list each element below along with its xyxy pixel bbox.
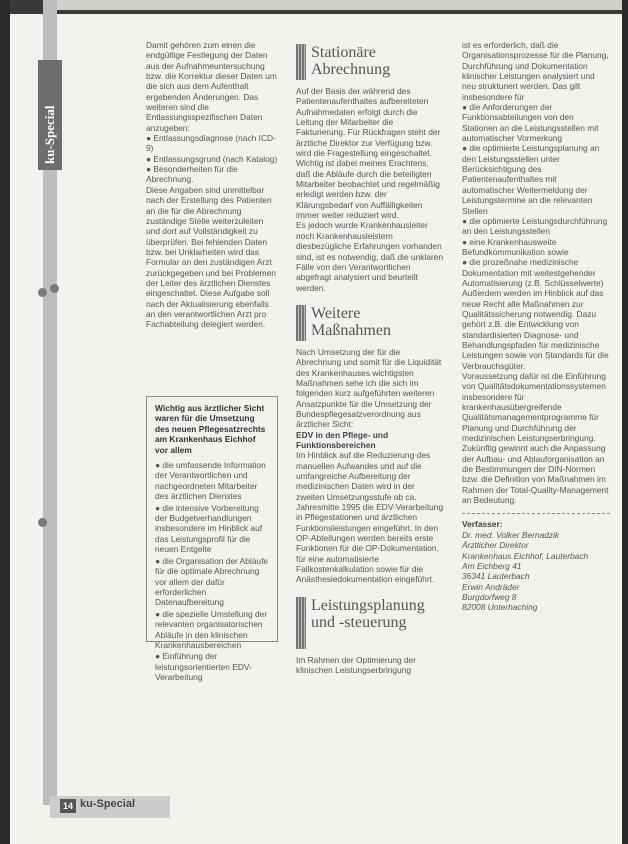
bullet-text: die Organisation der Abläufe für die optimale Abrechnung vor allem der dafür erforderlichen Datenaufbereitung: [155, 555, 269, 608]
heading-text: Weitere Maßnahmen: [311, 304, 391, 339]
bullet-text: Entlassungsgrund (nach Katalog): [153, 153, 278, 164]
author-line: 36341 Lauterbach: [462, 571, 530, 582]
author-line: Dr. med. Volker Bernadzik: [462, 529, 560, 540]
paragraph: Auf der Basis der während des Patientenaufenthaltes aufbereiteten Aufnahmedaten erfolgt durch die Leitung der Mitarbeiter die Fakturierung. Für Rückfragen steht der ärztliche Direktor zur Verfügung bzw. wird die Fragestellung eingeschaltet. Wichtig ist dabei meines Erachtens, daß die Abläufe durch die beteiligten Mitarbeiter beobachtet und regelmäßig erledigt werden bzw. der Klärungsbedarf von Auffälligkeiten immer weiter reduziert wird.: [296, 86, 441, 221]
heading-bar-icon: [296, 305, 306, 341]
paragraph: Es jedoch wurde Krankenhausleiter noch Krankenhausleistern diesbezügliche Erfahrungen vorhanden sind, ist es notwendig, daß die unklaren Fälle von den Verantwortlichen abgefragt analysiert und beurteilt werden.: [296, 220, 444, 293]
section-heading: [296, 44, 444, 80]
bullet-item: ● eine Krankenhausweite Befundkommunikation sowie: [462, 236, 569, 257]
bullet-text: Einführung der leistungsorientierten EDV-Verarbeitung: [155, 651, 252, 683]
bullet-text: die optimierte Leistungsdurchführung an den Leistungsstellen: [462, 215, 608, 237]
paragraph: Zukünftig gewinnt auch die Anpassung der Aufbau- und Ablauforganisation an die Bestimmungen der DIN-Normen bzw. die Definition von Maßnahmen im Rahmen der Total-Quality-Management an Bedeutung.: [462, 443, 609, 506]
bullet-item: ● Einführung der leistungsorientierten EDV-Verarbeitung: [155, 651, 252, 683]
bullet-text: die umfassende Information der Verantwortlichen und nachgeordneten Mitarbeiter des ärztlichen Dienstes: [155, 460, 266, 502]
heading-text: Stationäre Abrechnung: [311, 44, 391, 78]
section-heading: [296, 305, 444, 341]
bullet-item: ● die optimierte Leistungsplanung an den Leistungsstellen unter Berücksichtigung des Patientenaufenthaltes mit automatischer Weitermeldung der Leistungstermine an die relevanten Stellen: [462, 143, 600, 216]
paragraph: ist es erforderlich, daß die Organisationsprozesse für die Planung, Durchführung und Dokumentation klinischer Leistungen analysiert und neu strukturiert werden. Das gilt insbesondere für: [462, 40, 609, 102]
punch-hole-icon: [38, 518, 47, 527]
sidebar-label-text: ku-Special: [42, 105, 57, 164]
box-title: Wichtig aus ärztlicher Sicht waren für die Umsetzung des neuen Pflegesatzrechts am Krankenhaus Eichhof vor allem: [155, 403, 266, 455]
bullet-item: ● die prozeßnahe medizinische Dokumentation mit weitestgehender Automatisierung (z.B. Schlüsselwerte): [462, 257, 604, 288]
bullet-item: ● Entlassungsdiagnose (nach ICD-9): [146, 133, 276, 154]
punch-hole-icon: [50, 284, 59, 293]
bullet-text: die prozeßnahe medizinische Dokumentation mit weitestgehender Automatisierung (z.B. Schlüsselwerte): [462, 257, 604, 288]
authors-block: [462, 530, 610, 613]
authors-label: Verfasser:: [462, 519, 503, 530]
scan-edge-light: [50, 0, 622, 10]
bullet-item: ● Besonderheiten für die Abrechnung.: [146, 164, 238, 185]
separator: [462, 513, 610, 514]
paragraph: Damit gehören zum einen die endgültige Festlegung der Daten aus der Aufnahmeuntersuchung bzw. die Korrektur dieser Daten um die sich aus dem Aufenthalt ergebenden Änderungen. Das weiteren sind die Entlassungsspezifischen Daten anzugeben:: [146, 40, 277, 133]
bullet-item: ● die umfassende Information der Verantwortlichen und nachgeordneten Mitarbeiter des ärztlichen Dienstes: [155, 460, 266, 502]
bullet-item: ● die intensive Vorbereitung der Budgetverhandlungen insbesondere im Hinblick auf das Leistungsprofil für die neuen Entgelte: [155, 502, 263, 555]
bullet-text: die Anforderungen der Funktionsabteilungen von den Stationen an die Leistungsstellen mit automatischer Vormerkung: [462, 102, 599, 144]
author-line: Burgdorfweg 8: [462, 591, 517, 602]
column-2: [296, 40, 444, 675]
scanned-page: [10, 0, 622, 844]
author-line: Ärztlicher Direktor: [462, 540, 529, 551]
author-line: Am Eichberg 41: [462, 560, 522, 571]
bullet-text: Entlassungsdiagnose (nach ICD-9): [146, 133, 276, 154]
bullet-text: Besonderheiten für die Abrechnung.: [146, 164, 238, 185]
subheading: EDV in den Pflege- und Funktionsbereichen: [296, 429, 389, 450]
paragraph: Diese Angaben sind unmittelbar nach der Erstellung des Patienten an die für die Abrechnung zuständige Stelle weiterzuleiten und dort auf Vollständigkeit zu überprüfen. Bei fehlenden Daten bzw. bei Unklarheiten wird das Formular an den zuständigen Arzt zurückgegeben und bei Problemen der Leiter des ärztlichen Dienstes eingeschaltet. Diese Aufgabe soll nach der Aktualisierung ebenfalls an den verantwortlichen Arzt pro Fachabteilung delegiert werden.: [146, 184, 276, 330]
section-heading: [296, 597, 444, 649]
bullet-text: die intensive Vorbereitung der Budgetverhandlungen insbesondere im Hinblick auf das Leistungsprofil für die neuen Entgelte: [155, 502, 263, 555]
heading-bar-icon: [296, 44, 306, 80]
bullet-text: die optimierte Leistungsplanung an den Leistungsstellen unter Berücksichtigung des Patientenaufenthaltes mit automatischer Weitermeldung der Leistungstermine an die relevanten Stellen: [462, 143, 600, 216]
author-line: Krankenhaus Eichhof, Lauterbach: [462, 550, 589, 561]
bullet-item: ● Entlassungsgrund (nach Katalog): [146, 153, 278, 164]
bullet-item: ● die optimierte Leistungsdurchführung an den Leistungsstellen: [462, 215, 608, 237]
bullet-text: eine Krankenhausweite Befundkommunikation sowie: [462, 236, 569, 257]
paragraph: Im Rahmen der Optimierung der klinischen Leistungserbringung: [296, 654, 417, 676]
author-line: Erwin Andräder: [462, 581, 520, 592]
column-3: [462, 40, 610, 613]
paragraph: Im Hinblick auf die Reduzierung des manuellen Aufwandes und auf die umfangreiche Aufbereitung der medizinischen Daten wird in der zweiten Umsetzungsstufe ab ca. Jahresmitte 1995 die EDV-Verarbeitung in Pflegestationen und ärztlichen Funktionsleistungen eingeführt. In den OP-Abteilungen werden bereits erste Funktionen für die OP-Dokumentation, für eine automatisierte Fallkostenkalkulation sowie für die Anästhesiedokumentation eingeführt.: [296, 450, 444, 585]
author-line: 82008 Unterhaching: [462, 602, 538, 613]
bullet-text: die spezielle Umstellung der relevanten organisatorischen Abläufe in den klinischen Krankenhausbereichen: [155, 608, 268, 650]
punch-hole-icon: [38, 288, 47, 297]
heading-bar-icon: [296, 597, 306, 649]
bullet-item: ● die Anforderungen der Funktionsabteilungen von den Stationen an die Leistungsstellen mit automatischer Vormerkung: [462, 102, 599, 144]
bullet-item: ● die Organisation der Abläufe für die optimale Abrechnung vor allem der dafür erforderlichen Datenaufbereitung: [155, 555, 269, 608]
bullet-item: ● die spezielle Umstellung der relevanten organisatorischen Abläufe in den klinischen Krankenhausbereichen: [155, 608, 268, 650]
paragraph: Außerdem werden im Hinblick auf das neue Recht alle Maßnahmen zur Qualitätssicherung notwendig. Dazu gehört z.B. die Entwicklung von standardisierten Diagnose- und Behandlungspfaden für medizinische Leistungen sowie von Standards für die Verbrauchsgüter.: [462, 288, 609, 371]
sidebar-label: [38, 60, 62, 170]
column-1: [146, 40, 278, 330]
highlight-box: [146, 396, 278, 683]
paragraph: Voraussetzung dafür ist die Einführung von Qualitätsdokumentationssystemen insbesondere für krankenhausübergreifende Qualitätsmanagementprogramme für Planung und Durchführung der medizinischen Leistungserbringung.: [462, 371, 606, 444]
page-number: 14: [60, 799, 76, 813]
paragraph: Nach Umsetzung der für die Abrechnung und somit für die Liquidität des Krankenhauses wichtigsten Maßnahmen sehe ich die sich im folgenden kurz aufgeführten weiteren Ansatzpunkte für die Umsetzung der Bundespflegesatzverordnung aus ärztlicher Sicht:: [296, 346, 442, 430]
footer-tag: ku-Special: [80, 798, 136, 810]
heading-text: Leistungsplanung und -steuerung: [311, 596, 425, 631]
